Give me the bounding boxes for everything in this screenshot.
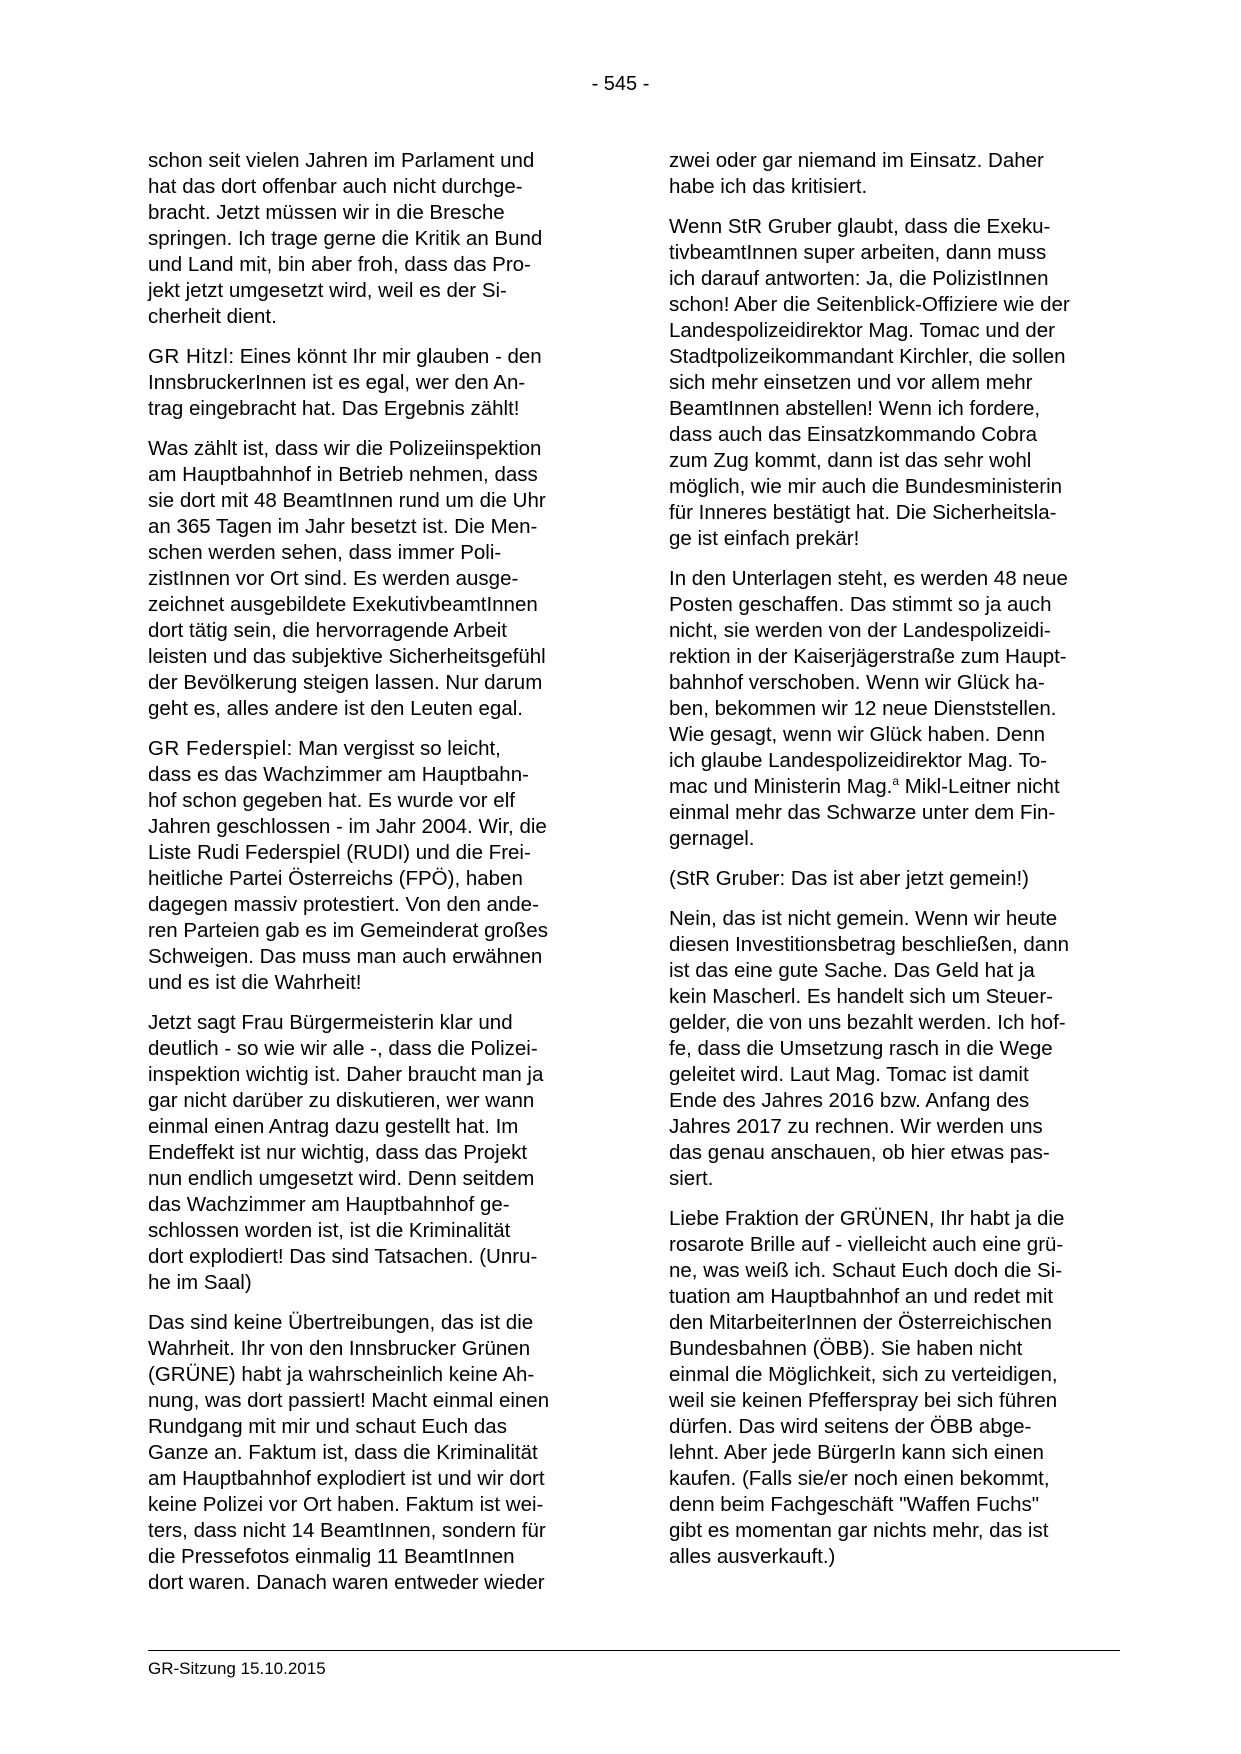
speaker-name: GR Federspiel [148,737,287,760]
paragraph-text: Mikl-Leitner nicht einmal mehr das Schwarze unter dem Fin- gernagel. [669,775,1060,850]
speech-text: : Man vergisst so leicht, dass es das Wachzimmer am Hauptbahn- hof schon gegeben hat. Es wurde vor elf Jahren geschlossen - im Jahr 2004. Wir, die Liste Rudi Federspiel (RUDI) und die Frei- heitliche Partei Österreichs (FPÖ), haben dagegen massiv protestiert. Von den ande- ren Parteien gab es im Gemeinderat großes Schweigen. Das muss man auch erwähnen und es ist die Wahrheit! [148,737,548,994]
paragraph: Das sind keine Übertreibungen, das ist die Wahrheit. Ihr von den Innsbrucker Grünen (GRÜNE) habt ja wahrscheinlich keine Ah- nung, was dort passiert! Macht einmal einen Rundgang mit mir und schaut Euch das Ganze an. Faktum ist, dass die Kriminalität am Hauptbahnhof explodiert ist und wir dort keine Polizei vor Ort haben. Faktum ist wei- ters, dass nicht 14 BeamtInnen, sondern für die Pressefotos einmalig 11 BeamtInnen dort waren. Danach waren entweder wieder [148,1311,550,1594]
paragraph [669,566,1121,852]
speaker-name: GR Hitzl [148,345,229,368]
paragraph-speech [148,344,600,422]
paragraph-text: In den Unterlagen steht, es werden 48 neue Posten geschaffen. Das stimmt so ja auch nicht, sie werden von der Landespolizeidi- rektion in der Kaiserjägerstraße zum Haupt- bahnhof verschoben. Wenn wir Glück ha- ben, bekommen wir 12 neue Dienststellen. Wie gesagt, wenn wir Glück haben. Denn ich glaube Landespolizeidirektor Mag. To- mac und Ministerin Mag. [669,567,1068,798]
paragraph: Was zählt ist, dass wir die Polizeiinspektion am Hauptbahnhof in Betrieb nehmen, dass sie dort mit 48 BeamtInnen rund um die Uhr an 365 Tagen im Jahr besetzt ist. Die Men- schen werden sehen, dass immer Poli- zistInnen vor Ort sind. Es werden ausge- zeichnet ausgebildete ExekutivbeamtInnen dort tätig sein, die hervorragende Arbeit leisten und das subjektive Sicherheitsgefühl der Bevölkerung steigen lassen. Nur darum geht es, alles andere ist den Leuten egal. [148,437,546,720]
footer-session-date: GR-Sitzung 15.10.2015 [148,1659,326,1678]
paragraph: Nein, das ist nicht gemein. Wenn wir heute diesen Investitionsbetrag beschließen, dann ist das eine gute Sache. Das Geld hat ja kein Mascherl. Es handelt sich um Steuer- gelder, die von uns bezahlt werden. Ich hof- fe, dass die Umsetzung rasch in die Wege geleitet wird. Laut Mag. Tomac ist damit Ende des Jahres 2016 bzw. Anfang des Jahres 2017 zu rechnen. Wir werden uns das genau anschauen, ob hier etwas pas- siert. [669,907,1070,1190]
paragraph: zwei oder gar niemand im Einsatz. Daher habe ich das kritisiert. [669,149,1044,198]
page-number: - 545 - [591,73,650,95]
right-column [669,148,1121,1584]
paragraph: Jetzt sagt Frau Bürgermeisterin klar und deutlich - so wie wir alle -, dass die Polizei- inspektion wichtig ist. Daher braucht man ja gar nicht darüber zu diskutieren, wer wann einmal einen Antrag dazu gestellt hat. Im Endeffekt ist nur wichtig, dass das Projekt nun endlich umgesetzt wird. Denn seitdem das Wachzimmer am Hauptbahnhof ge- schlossen worden ist, ist die Kriminalität dort explodiert! Das sind Tatsachen. (Unru- he im Saal) [148,1011,544,1294]
paragraph-speech [148,736,600,996]
paragraph: Liebe Fraktion der GRÜNEN, Ihr habt ja die rosarote Brille auf - vielleicht auch eine grü- ne, was weiß ich. Schaut Euch doch die Si- tuation am Hauptbahnhof an und redet mit den MitarbeiterInnen der Österreichischen Bundesbahnen (ÖBB). Sie haben nicht einmal die Möglichkeit, sich zu verteidigen, weil sie keinen Pfefferspray bei sich führen dürfen. Das wird seitens der ÖBB abge- lehnt. Aber jede BürgerIn kann sich einen kaufen. (Falls sie/er noch einen bekommt, denn beim Fachgeschäft "Waffen Fuchs" gibt es momentan gar nichts mehr, das ist alles ausverkauft.) [669,1207,1065,1568]
footer-divider [148,1650,1120,1651]
paragraph: Wenn StR Gruber glaubt, dass die Exeku- tivbeamtInnen super arbeiten, dann muss ich darauf antworten: Ja, die PolizistInnen schon! Aber die Seitenblick-Offiziere wie der Landespolizeidirektor Mag. Tomac und der Stadtpolizeikommandant Kirchler, die sollen sich mehr einsetzen und vor allem mehr BeamtInnen abstellen! Wenn ich fordere, dass auch das Einsatzkommando Cobra zum Zug kommt, dann ist das sehr wohl möglich, wie mir auch die Bundesministerin für Inneres bestätigt hat. Die Sicherheitsla- ge ist einfach prekär! [669,215,1070,550]
interjection: (StR Gruber: Das ist aber jetzt gemein!) [669,867,1030,890]
paragraph: schon seit vielen Jahren im Parlament und hat das dort offenbar auch nicht durchge- bracht. Jetzt müssen wir in die Bresche springen. Ich trage gerne die Kritik an Bund und Land mit, bin aber froh, dass das Pro- jekt jetzt umgesetzt wird, weil es der Si- cherheit dient. [148,149,543,328]
superscript: a [892,774,899,789]
speech-text: : Eines könnt Ihr mir glauben - den InnsbruckerInnen ist es egal, wer den An- trag eingebracht hat. Das Ergebnis zählt! [148,345,542,420]
left-column [148,148,600,1610]
